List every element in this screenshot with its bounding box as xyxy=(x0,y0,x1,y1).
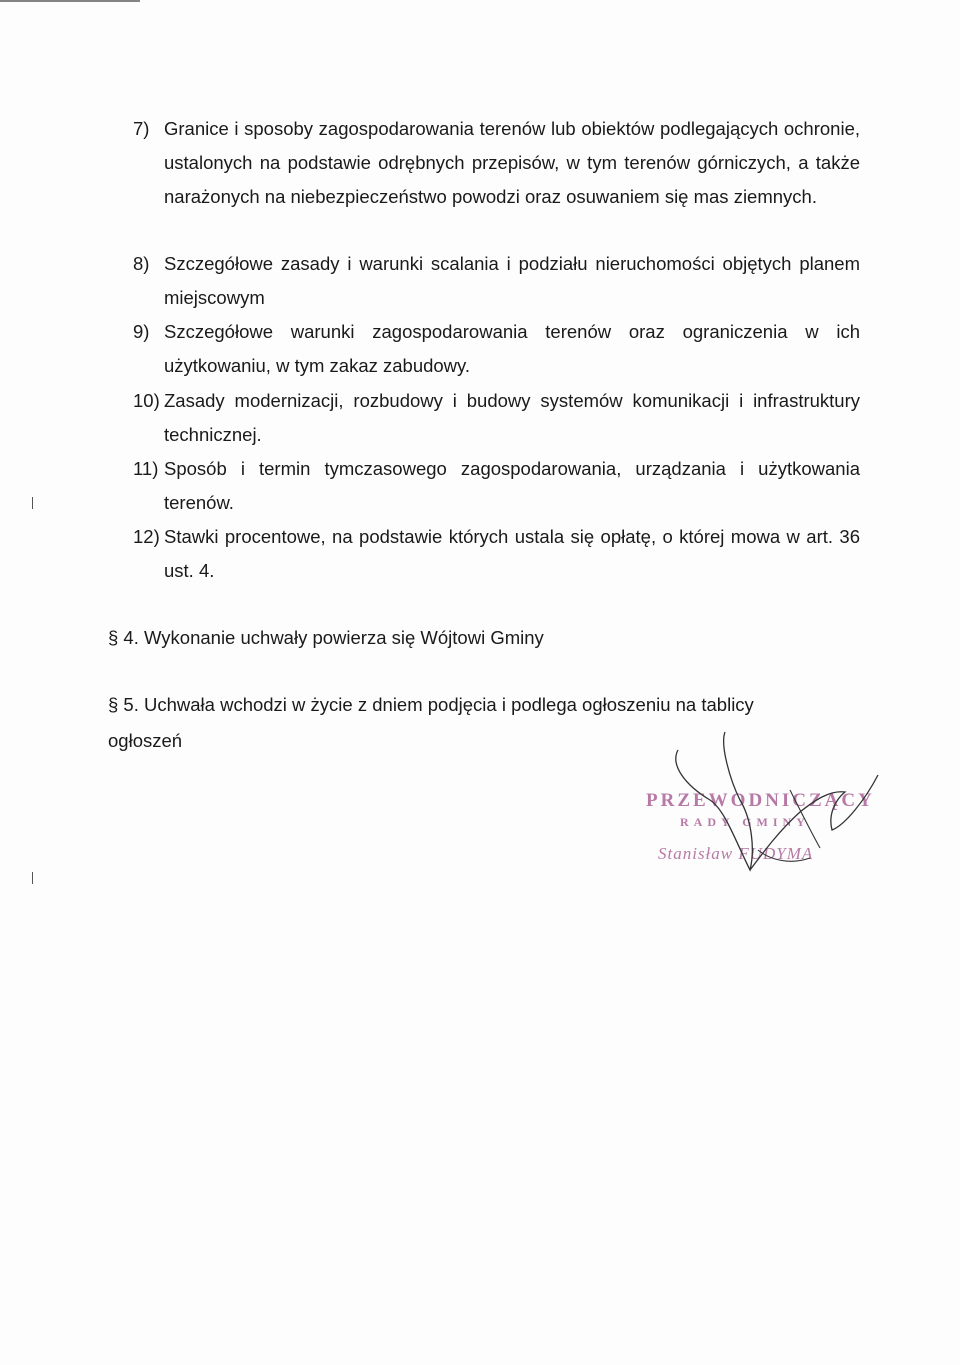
list-item-10 xyxy=(133,384,860,452)
item-number: 11) xyxy=(133,458,159,479)
section-4-paragraph: § 4. Wykonanie uchwały powierza się Wójtowi Gminy xyxy=(108,627,544,648)
scan-mark xyxy=(32,497,33,509)
list-item-9 xyxy=(133,315,860,383)
item-text: Zasady modernizacji, rozbudowy i budowy systemów komunikacji i infrastruktury technicznej. xyxy=(164,390,860,445)
item-number: 10) xyxy=(133,390,160,411)
list-item-7 xyxy=(133,112,860,214)
stamp-name: Stanisław FUDYMA xyxy=(658,844,814,863)
list-item-8 xyxy=(133,247,860,315)
item-text: Sposób i termin tymczasowego zagospodarowania, urządzania i użytkowania terenów. xyxy=(164,458,860,513)
stamp-subtitle: RADY GMINY xyxy=(680,815,810,829)
item-number: 12) xyxy=(133,526,160,547)
official-stamp xyxy=(640,730,880,890)
stamp-title: PRZEWODNICZĄCY xyxy=(646,790,875,811)
item-number: 7) xyxy=(133,118,150,139)
item-text: Szczegółowe zasady i warunki scalania i podziału nieruchomości objętych planem miejscowym xyxy=(164,253,860,308)
item-text: Stawki procentowe, na podstawie których ustala się opłatę, o której mowa w art. 36 ust. 4. xyxy=(164,526,860,581)
section-5-paragraph: § 5. Uchwała wchodzi w życie z dniem podjęcia i podlega ogłoszeniu na tablicy ogłoszeń xyxy=(108,694,754,751)
signature-icon xyxy=(640,730,880,890)
item-text: Granice i sposoby zagospodarowania terenów lub obiektów podlegających ochronie, ustalonych na podstawie odrębnych przepisów, w tym terenów górniczych, a także narażonych na niebezpieczeństwo powodzi oraz osuwaniem się mas ziemnych. xyxy=(164,118,860,207)
list-item-11 xyxy=(133,452,860,520)
item-text: Szczegółowe warunki zagospodarowania terenów oraz ograniczenia w ich użytkowaniu, w tym zakaz zabudowy. xyxy=(164,321,860,376)
item-number: 8) xyxy=(133,253,150,274)
scan-edge xyxy=(0,0,140,2)
item-number: 9) xyxy=(133,321,150,342)
list-item-12 xyxy=(133,520,860,588)
scan-mark xyxy=(32,872,33,884)
